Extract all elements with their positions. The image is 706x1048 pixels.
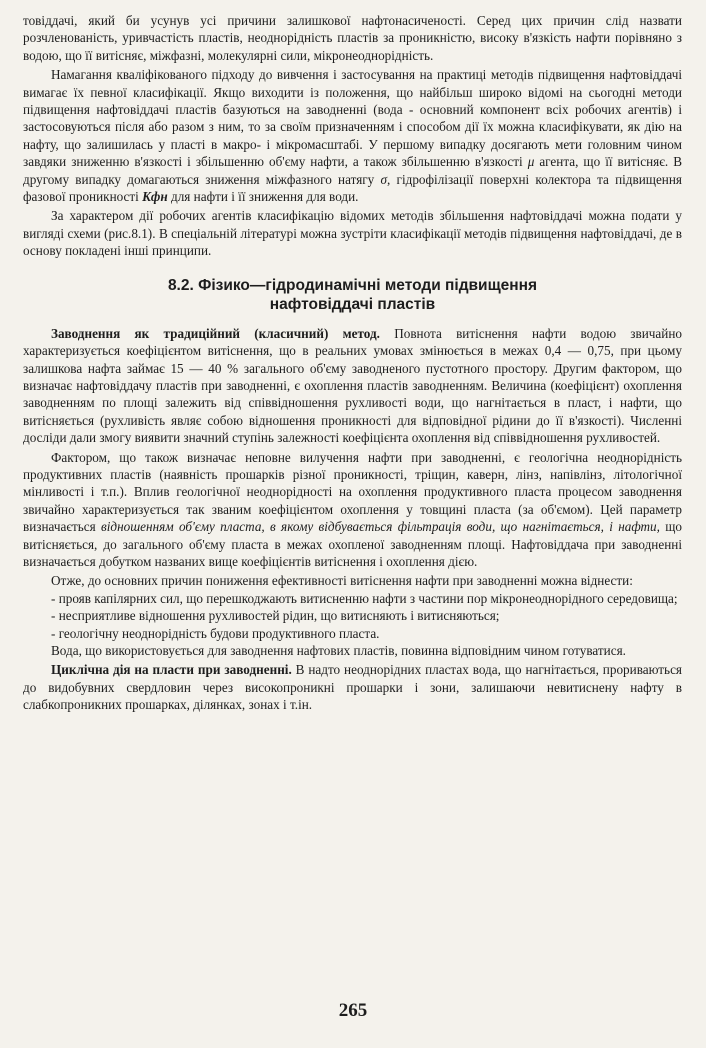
section-heading-line1: 8.2. Фізико—гідродинамічні методи підвищення (167, 276, 538, 294)
page-number: 265 (338, 1000, 368, 1021)
list-item: - прояв капілярних сил, що перешкоджають витисненню нафти з частини пор мікронеоднорідного середовища; (51, 590, 678, 606)
run-in-heading-cyclic: Циклічна дія на пласти при заводненні. (51, 662, 292, 678)
section-heading-line2: нафтовіддачі пластів (269, 295, 436, 313)
mu-symbol: μ (527, 154, 535, 170)
list-item: - несприятливе відношення рухливостей рідин, що витисняють і витисняються; (51, 608, 500, 624)
kfn-symbol: Kфн (142, 189, 168, 205)
italic-definition: відношенням об'єму пласта, в якому відбувається фільтрація води, що нагнітається, і нафти, (101, 519, 660, 535)
section-heading (23, 276, 682, 314)
paragraph-causes: Отже, до основних причин пониження ефективності витіснення нафти при заводненні можна віднести: (51, 573, 633, 589)
paragraph-intro-continued: товіддачі, який би усунув усі причини залишкової нафтонасиченості. Серед цих причин слід назвати розчленованість, уривчастість пластів, неоднорідність пластів за проникністю, високу в'язкість нафти порівняно з водою, що її витісняє, міжфазні, молекулярні сили, мікронеоднорідність. (23, 13, 682, 63)
run-in-heading-waterflooding: Заводнення як традиційний (класичний) метод. (51, 325, 380, 341)
paragraph-water-preparation: Вода, що використовується для заводнення нафтових пластів, повинна відповідним чином готуватися. (51, 643, 626, 658)
paragraph-heterogeneity: Фактором, що також визначає неповне вилучення нафти при заводненні, є геологічна неоднорідність продуктивних пластів (наявність прошарків різної проникності, тріщин, каверн, лінз, напівлінз, літологічної мінливості і т.п.). Вплив геологічної неоднорідності на охоплення продуктивного пласта процесом заводнення звичайно характеризується так званим коефіцієнтом охоплення у товщині пласта (за об'ємом). Цей параметр визначається відношенням об'єму пласта, в якому відбувається фільтрація води, що нагнітається, і нафти, що витісняється, до загального об'єму пласта в межах охопленої заводненням площі. Нафтовіддача при заводненні визначається добутком названих вище коефіцієнтів витіснення і охоплення дією. (23, 449, 682, 569)
paragraph-waterflooding: Заводнення як традиційний (класичний) метод. Повнота витіснення нафти водою звичайно характеризується коефіцієнтом витіснення, що в реальних умовах змінюється в межах 0,4 — 0,75, при цьому залишкова нафта займає 15 — 40 % загального об'єму заводненого пустотного простору. Другим фактором, що визначає нафтовіддачу пластів при заводненні, є охоплення пластів заводненням. Величина (коефіцієнт) охоплення заводненням по площі залежить від співвідношення рухливості води, що нагнітається в пласт, і нафти, що витісняється (рухливість являє собою відношення проникності для відповідної рідини до її в'язкості). Численні досліди дали змогу виявити значний ступінь залежності коефіцієнта охоплення від співвідношення рухливостей. (23, 325, 682, 446)
paragraph-classification: Намагання кваліфікованого підходу до вивчення і застосування на практиці методів підвищення нафтовіддачі вимагає їх певної класифікації. Якщо виходити із положення, що найбільш широко відомі на сьогодні методи підвищення нафтовіддачі пластів базуються на заводненні (вода - основний компонент всіх робочих агентів) і застосовуються після або разом з ним, то за своїм призначенням і способом дії їх можна класифікувати, як дію на нафту, що залишилась у пласті в макро- і мікромасштабі. У першому випадку досягають мети головним чином завдяки зниженню в'язкості і збільшенню об'єму нафти, а також збільшенню в'язкості μ агента, що її витісняє. В другому випадку домагаються зниження міжфазного натягу σ, гідрофілізації поверхні колектора та підвищення фазової проникності Kфн для нафти і її зниження для води. (23, 67, 682, 205)
paragraph-scheme-reference: За характером дії робочих агентів класифікацію відомих методів збільшення нафтовіддачі можна подати у вигляді схеми (рис.8.1). В спеціальній літературі можна зустріти класифікації методів підвищення нафтовіддачі, де в основу покладені інші принципи. (23, 208, 682, 259)
paragraph-cyclic-action: Циклічна дія на пласти при заводненні. В надто неоднорідних пластах вода, що нагнітається, прориваються до видобувних свердловин через високопроникні прошарки і зони, залишаючи невитиснену нафту в слабкопроникних прошарках, ділянках, зонах і т.ін. (23, 662, 682, 713)
sigma-symbol: σ (380, 171, 388, 187)
list-item: - геологічну неоднорідність будови продуктивного пласта. (51, 625, 380, 641)
